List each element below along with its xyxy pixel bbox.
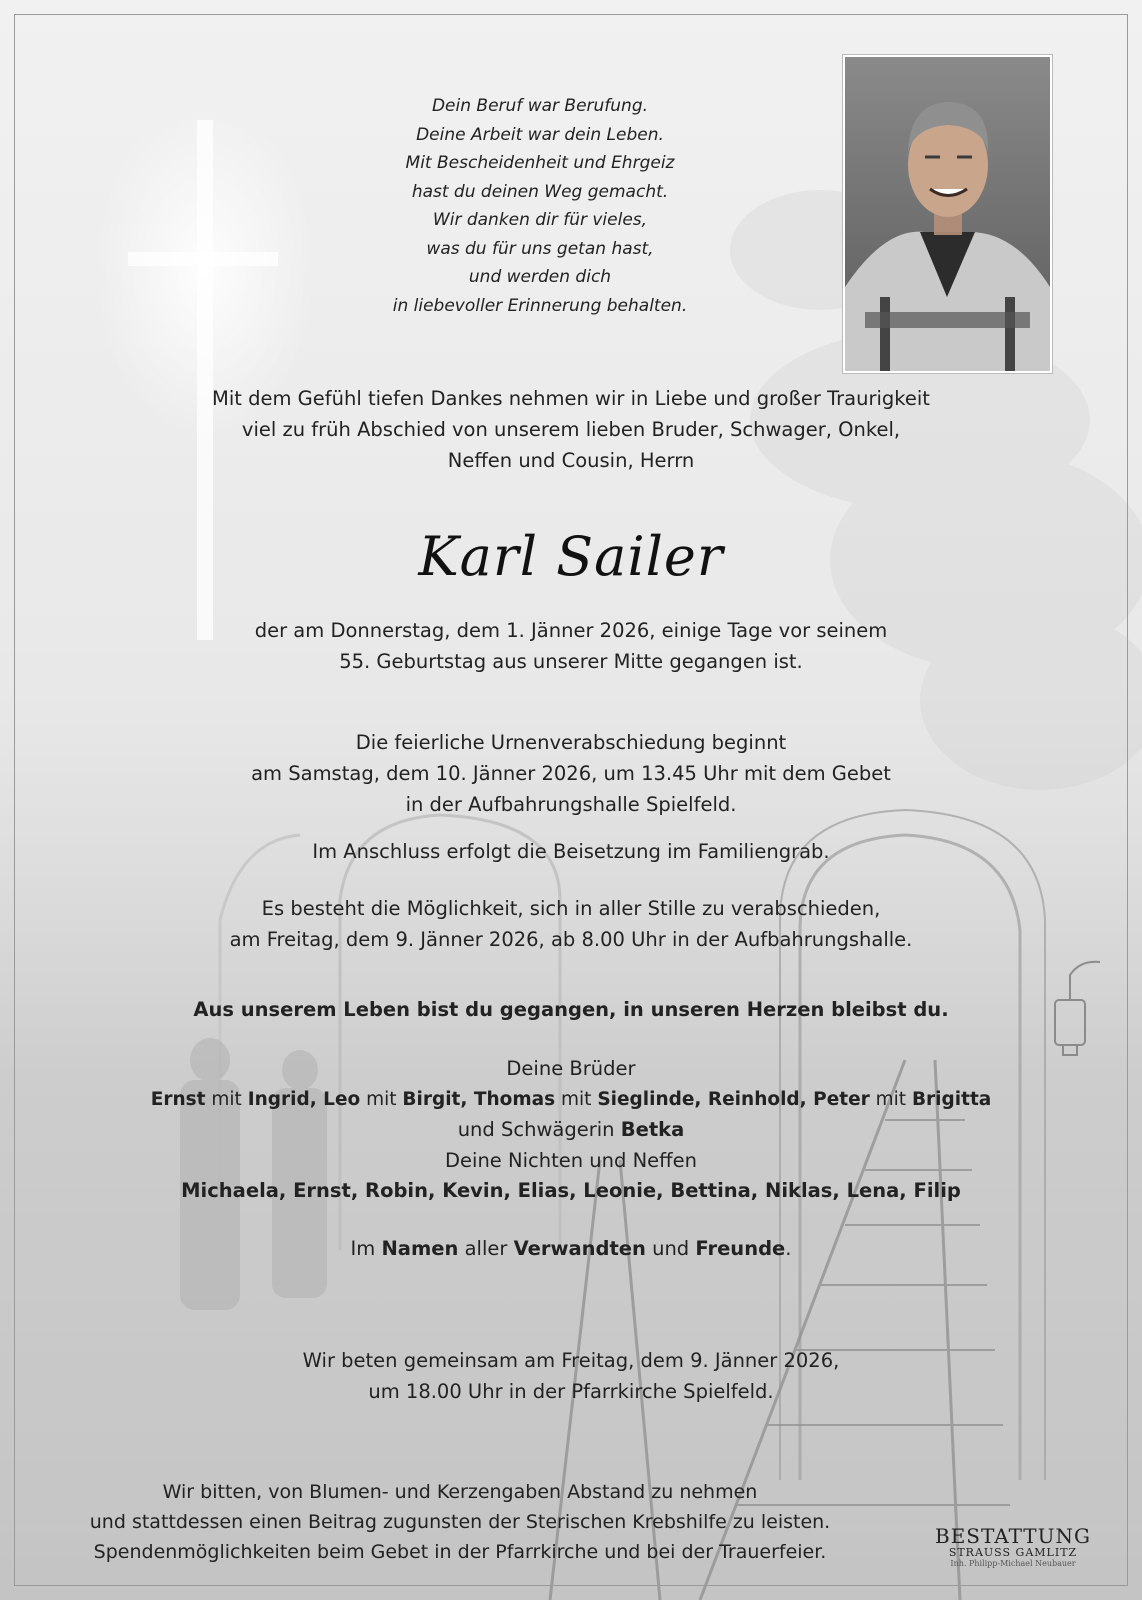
brother-name: Sieglinde, Reinhold, Peter — [597, 1088, 870, 1110]
connector: mit — [555, 1088, 598, 1110]
death-line: 55. Geburtstag aus unserer Mitte gegangen ist. — [339, 650, 803, 673]
logo-line: Inh. Philipp-Michael Neubauer — [950, 1559, 1076, 1568]
ceremony-line: Die feierliche Urnenverabschiedung beginnt — [355, 731, 787, 754]
intro-line: Neffen und Cousin, Herrn — [447, 449, 695, 472]
sister-in-law-name: Betka — [620, 1118, 685, 1141]
family-section — [0, 1054, 1142, 1207]
motto — [0, 994, 1142, 1025]
death-line: der am Donnerstag, dem 1. Jänner 2026, einige Tage vor seinem — [254, 619, 888, 642]
poem-line: hast du deinen Weg gemacht. — [411, 181, 669, 202]
prayer-line: Wir beten gemeinsam am Freitag, dem 9. Jänner 2026, — [302, 1349, 840, 1372]
death-paragraph — [0, 615, 1142, 677]
poem-line: Deine Arbeit war dein Leben. — [416, 124, 664, 145]
ceremony-paragraph — [0, 727, 1142, 820]
brother-name: Birgit, Thomas — [402, 1088, 556, 1110]
poem-line: was du für uns getan hast, — [426, 238, 654, 259]
nieces-line: Michaela, Ernst, Robin, Kevin, Elias, Leonie, Bettina, Niklas, Lena, Filip — [181, 1179, 961, 1202]
poem — [340, 92, 740, 320]
intro-paragraph — [0, 383, 1142, 476]
logo-line: STRAUSS GAMLITZ — [948, 1546, 1078, 1559]
poem-line: Mit Bescheidenheit und Ehrgeiz — [405, 153, 675, 173]
connector: mit — [360, 1088, 403, 1110]
connector: mit — [205, 1088, 248, 1110]
nieces-heading: Deine Nichten und Neffen — [445, 1148, 697, 1172]
intro-line: viel zu früh Abschied von unserem lieben Bruder, Schwager, Onkel, — [241, 418, 901, 441]
sister-in-law-line — [0, 1115, 1142, 1146]
farewell-paragraph — [0, 893, 1142, 955]
intro-line: Mit dem Gefühl tiefen Dankes nehmen wir in Liebe und großer Traurigkeit — [212, 387, 930, 410]
brothers-line — [0, 1085, 1142, 1116]
poem-line: und werden dich — [468, 267, 612, 287]
donation-note — [60, 1477, 860, 1567]
brothers-heading: Deine Brüder — [506, 1057, 636, 1080]
deceased-name: Karl Sailer — [418, 525, 724, 588]
motto-line: Aus unserem Leben bist du gegangen, in unseren Herzen bleibst du. — [193, 998, 949, 1021]
relatives-text: aller — [458, 1237, 514, 1260]
brother-name: Ernst — [150, 1088, 206, 1110]
ceremony-line: in der Aufbahrungshalle Spielfeld. — [405, 793, 737, 816]
prayer-line: um 18.00 Uhr in der Pfarrkirche Spielfeld. — [368, 1380, 774, 1403]
donation-line: und stattdessen einen Beitrag zugunsten der Sterischen Krebshilfe zu leisten. — [89, 1511, 831, 1533]
relatives-text: und — [645, 1237, 696, 1260]
relatives-line — [0, 1233, 1142, 1264]
relatives-text: . — [785, 1237, 792, 1260]
poem-line: Wir danken dir für vieles, — [432, 210, 648, 230]
burial-paragraph — [0, 836, 1142, 867]
brother-name: Ingrid, Leo — [247, 1088, 361, 1110]
ceremony-line: am Samstag, dem 10. Jänner 2026, um 13.45 Uhr mit dem Gebet — [251, 762, 891, 785]
connector: mit — [869, 1088, 912, 1110]
relatives-text: Verwandten — [513, 1237, 646, 1260]
donation-line: Wir bitten, von Blumen- und Kerzengaben Abstand zu nehmen — [162, 1481, 758, 1503]
sister-in-law-prefix: und Schwägerin — [457, 1118, 621, 1141]
burial-line: Im Anschluss erfolgt die Beisetzung im Familiengrab. — [312, 840, 830, 863]
farewell-line: am Freitag, dem 9. Jänner 2026, ab 8.00 Uhr in der Aufbahrungshalle. — [229, 928, 913, 951]
relatives-text: Freunde — [695, 1237, 786, 1260]
portrait-photo — [843, 55, 1052, 373]
farewell-line: Es besteht die Möglichkeit, sich in aller Stille zu verabschieden, — [261, 897, 881, 920]
funeral-home-logo — [928, 1525, 1098, 1569]
poem-line: Dein Beruf war Berufung. — [431, 96, 649, 116]
poem-line: in liebevoller Erinnerung behalten. — [392, 295, 688, 316]
logo-line: BESTATTUNG — [935, 1524, 1091, 1548]
brother-name: Brigitta — [911, 1088, 992, 1110]
relatives-text: Im — [350, 1237, 382, 1260]
donation-line: Spendenmöglichkeiten beim Gebet in der Pfarrkirche und bei der Trauerfeier. — [93, 1541, 827, 1563]
relatives-text: Namen — [381, 1237, 459, 1260]
prayer-paragraph — [0, 1345, 1142, 1407]
